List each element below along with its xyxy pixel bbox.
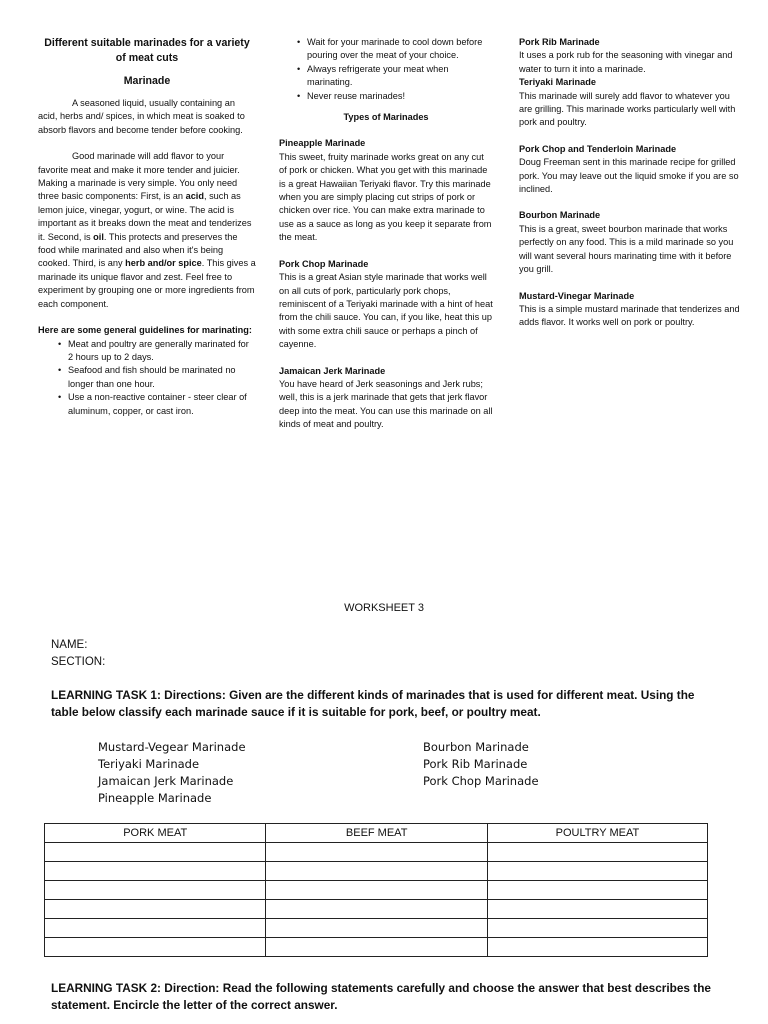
table-row xyxy=(45,919,708,938)
marinade-description: This sweet, fruity marinade works great on any cut of pork or chicken. What you get with this marinade is a great Hawaiian Teriyaki flavor. Try this marinade when you are simply placing cut strips of pork or chicken over rice. You can make extra marinade to use as a sauce as long as you keep it separate from the meat. xyxy=(279,151,492,243)
marinade-list-left xyxy=(98,739,246,807)
marinade-description: This is a great Asian style marinade that works well on all cuts of pork, particularly pork chops, reminiscent of a Teriyaki marinade with a hint of heat from the chili sauce. You can, if you like, heat this up with some extra chili sauce or perhaps a pinch of cayenne. xyxy=(279,272,493,350)
list-item: • Use a non-reactive container - steer clear of aluminum, copper, or cast iron. xyxy=(58,392,247,416)
list-item: Mustard-Vegear Marinade xyxy=(98,740,246,754)
list-item: • Never reuse marinades! xyxy=(297,90,406,101)
student-info xyxy=(51,637,105,671)
table-cell[interactable] xyxy=(266,938,487,957)
marinade-name: Pork Chop and Tenderloin Marinade xyxy=(519,143,677,154)
table-cell[interactable] xyxy=(45,900,266,919)
column-3 xyxy=(519,36,741,330)
guidelines-list-continued xyxy=(297,36,493,103)
table-cell[interactable] xyxy=(487,938,707,957)
worksheet-title: WORKSHEET 3 xyxy=(344,602,424,614)
marinade-description: You have heard of Jerk seasonings and Jerk rubs; well, this is a jerk marinade that gets that jerk flavor deep into the meat. You can use this marinade on all kinds of meat and poultry. xyxy=(279,378,493,430)
table-cell[interactable] xyxy=(45,862,266,881)
marinade-description: It uses a pork rub for the seasoning with vinegar and water to turn it into a marinade. xyxy=(519,50,733,74)
marinade-name: Pineapple Marinade xyxy=(279,138,366,149)
marinade-description: This is a great, sweet bourbon marinade that works perfectly on any food. This is a mild marinade so you will want several hours marinating time with it before you grill. xyxy=(519,223,734,275)
table-cell[interactable] xyxy=(487,843,707,862)
table-cell[interactable] xyxy=(266,862,487,881)
table-cell[interactable] xyxy=(45,919,266,938)
marinade-definition: A seasoned liquid, usually containing an acid, herbs and/ spices, in which meat is soaked to absorb flavors and become tender before cooking. xyxy=(38,98,245,135)
column-2 xyxy=(279,36,493,432)
list-item: • Meat and poultry are generally marinated for 2 hours up to 2 days. xyxy=(58,338,249,362)
name-label: NAME: xyxy=(51,639,88,651)
header-beef: BEEF MEAT xyxy=(266,824,487,843)
classification-table xyxy=(44,823,708,957)
list-item: Pineapple Marinade xyxy=(98,791,212,805)
types-heading: Types of Marinades xyxy=(343,112,429,123)
document-title: Different suitable marinades for a variety of meat cuts xyxy=(44,37,250,64)
table-cell[interactable] xyxy=(45,881,266,900)
column-1 xyxy=(38,36,256,418)
table-cell[interactable] xyxy=(487,900,707,919)
table-cell[interactable] xyxy=(487,862,707,881)
marinade-name: Teriyaki Marinade xyxy=(519,77,596,88)
guidelines-heading: Here are some general guidelines for marinating: xyxy=(38,325,252,336)
list-item: • Wait for your marinade to cool down before pouring over the meat of your choice. xyxy=(297,37,483,61)
table-cell[interactable] xyxy=(45,938,266,957)
table-row xyxy=(45,900,708,919)
learning-task-2: LEARNING TASK 2: Direction: Read the following statements carefully and choose the answer that best describes the statement. Encircle the letter of the correct answer. xyxy=(51,981,711,1012)
marinade-components-paragraph: Good marinade will add flavor to your favorite meat and make it more tender and juicier. Making a marinade is very simple. You only need three basic components: First, is an acid, such as lemon juice, vinegar, yogurt, or wine. The acid is important as it breaks down the meat and tenderizes it. Second, is oil. This protects and preserves the food while marinated and also when it's being cooked. Third, is any herb and/or spice. This gives a marinade its unique flavor and zest. Feel free to experiment by grouping one or more ingredients from each component. xyxy=(38,151,256,309)
list-item: Teriyaki Marinade xyxy=(98,757,200,771)
table-cell[interactable] xyxy=(266,900,487,919)
marinade-list-right xyxy=(423,739,539,790)
table-row xyxy=(45,843,708,862)
list-item: • Always refrigerate your meat when marinating. xyxy=(297,63,449,88)
marinade-description: This marinade will surely add flavor to whatever you are grilling. This marinade works particularly well with pork and poultry. xyxy=(519,90,736,128)
marinade-name: Bourbon Marinade xyxy=(519,210,601,221)
marinade-description: Doug Freeman sent in this marinade recipe for grilled pork. You may leave out the liquid smoke if you are so inclined. xyxy=(519,157,739,195)
marinade-name: Pork Chop Marinade xyxy=(279,258,369,269)
table-cell[interactable] xyxy=(487,919,707,938)
list-item: Jamaican Jerk Marinade xyxy=(98,774,234,788)
table-header-row xyxy=(45,824,708,843)
table-cell[interactable] xyxy=(45,843,266,862)
list-item: Bourbon Marinade xyxy=(423,740,529,754)
header-pork: PORK MEAT xyxy=(45,824,266,843)
marinade-name: Pork Rib Marinade xyxy=(519,37,600,47)
learning-task-1: LEARNING TASK 1: Directions: Given are the different kinds of marinades that is used for different meat. Using the table below classify each marinade sauce if it is suitable for pork, beef, or poultry meat. xyxy=(51,688,695,719)
table-cell[interactable] xyxy=(266,919,487,938)
marinade-description: This is a simple mustard marinade that tenderizes and adds flavor. It works well on pork or poultry. xyxy=(519,303,740,328)
table-row xyxy=(45,938,708,957)
list-item: Pork Chop Marinade xyxy=(423,774,539,788)
guidelines-list xyxy=(38,338,256,418)
marinade-heading: Marinade xyxy=(123,75,171,87)
list-item: • Seafood and fish should be marinated no longer than one hour. xyxy=(58,365,236,389)
marinade-name: Jamaican Jerk Marinade xyxy=(279,365,386,376)
list-item: Pork Rib Marinade xyxy=(423,757,528,771)
table-row xyxy=(45,881,708,900)
table-row xyxy=(45,862,708,881)
table-cell[interactable] xyxy=(266,881,487,900)
table-cell[interactable] xyxy=(266,843,487,862)
header-poultry: POULTRY MEAT xyxy=(487,824,707,843)
table-cell[interactable] xyxy=(487,881,707,900)
section-label: SECTION: xyxy=(51,656,106,668)
marinade-name: Mustard-Vinegar Marinade xyxy=(519,290,635,301)
